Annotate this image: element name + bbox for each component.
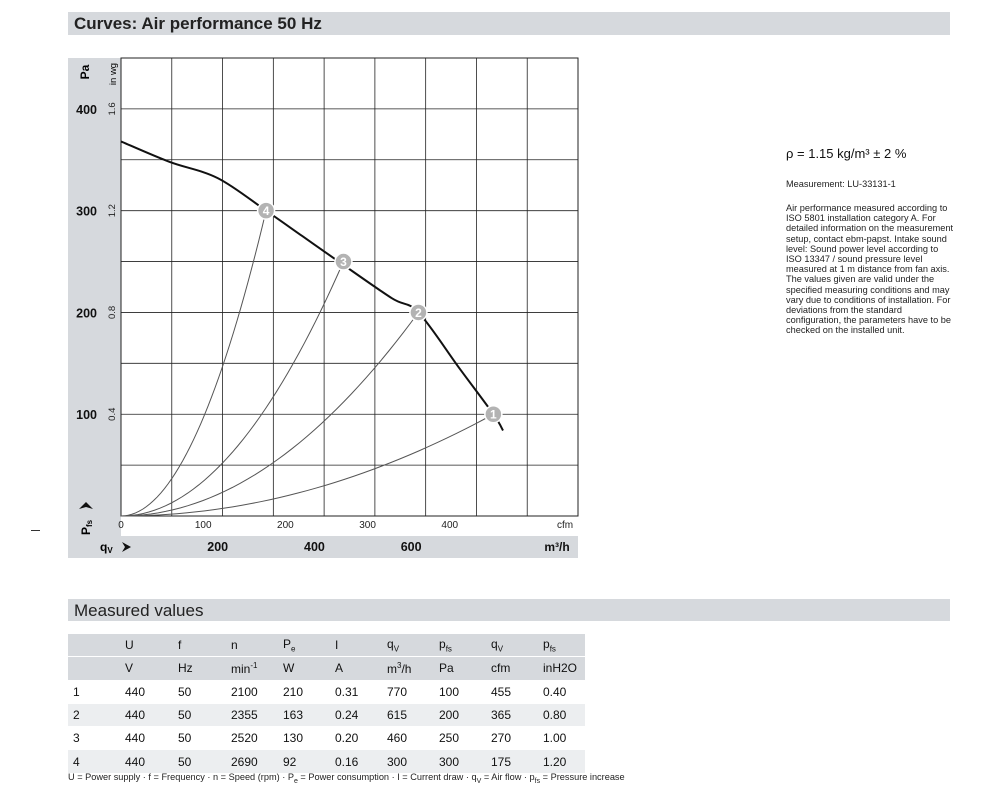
table-cell: 440 xyxy=(120,703,173,726)
table-cell: 440 xyxy=(120,750,173,773)
table-header-cell: $P_e$ xyxy=(278,634,330,657)
table-cell: 770 xyxy=(382,680,434,703)
table-header-cell: $p_{fs}$ xyxy=(434,634,486,657)
table-header-row xyxy=(68,634,585,657)
x-tick-label-cfm: 0 xyxy=(118,520,124,531)
y-tick-label-pa: 400 xyxy=(76,102,97,117)
table-cell: 460 xyxy=(382,727,434,750)
y-axis-panel xyxy=(68,58,121,536)
table-cell: 365 xyxy=(486,703,538,726)
x-tick-label-m3h: 200 xyxy=(207,540,229,554)
table-cell: 2100 xyxy=(226,680,278,703)
table-unit-cell: $m^3/h$ xyxy=(382,657,434,680)
table-header-cell: n xyxy=(226,634,278,657)
table-unit-cell: W xyxy=(278,657,330,680)
table-cell: 440 xyxy=(120,680,173,703)
table-cell: 210 xyxy=(278,680,330,703)
table-cell: 0.20 xyxy=(330,727,382,750)
table-cell: 163 xyxy=(278,703,330,726)
y-tick-label-pa: 100 xyxy=(76,408,97,423)
table-header-cell: $p_{fs}$ xyxy=(538,634,585,657)
table-cell: 2 xyxy=(68,703,120,726)
measurement-conditions-text: Air performance measured according to ISO 5801 installation category A. For detailed information on the measurement setup, contact ebm-papst. Intake sound level: Sound power level according to ISO 13347 / sound pressure level measured at 1 m distance from fan axis. The values given are valid under the specified measuring conditions and may vary due to conditions of installation. For deviations from the standard configuration, the parameters have to be checked on the installed unit. xyxy=(786,203,954,336)
table-cell: 440 xyxy=(120,727,173,750)
table-unit-cell: inH2O xyxy=(538,657,585,680)
table-cell: 0.80 xyxy=(538,703,585,726)
table-unit-cell: A xyxy=(330,657,382,680)
table-cell: 615 xyxy=(382,703,434,726)
table-unit-cell: V xyxy=(120,657,173,680)
measured-values-table xyxy=(68,634,585,774)
table-unit-cell xyxy=(68,657,120,680)
y-tick-label-inwg: 1.6 xyxy=(107,102,118,116)
y-axis-name: Pfs xyxy=(79,519,94,535)
operating-point-label-1: 1 xyxy=(490,407,497,422)
x-tick-label-m3h: 400 xyxy=(304,540,325,554)
table-row xyxy=(68,750,585,773)
y-tick-label-inwg: 0.8 xyxy=(107,305,118,320)
table-cell: 50 xyxy=(173,727,226,750)
table-cell: 0.31 xyxy=(330,680,382,703)
table-cell: 50 xyxy=(173,680,226,703)
table-cell: 50 xyxy=(173,703,226,726)
table-cell: 2355 xyxy=(226,703,278,726)
table-cell: 175 xyxy=(486,750,538,773)
y-tick-label-pa: 200 xyxy=(76,306,97,321)
measurement-id: Measurement: LU-33131-1 xyxy=(786,179,896,189)
table-unit-cell: cfm xyxy=(486,657,538,680)
table-row xyxy=(68,727,585,750)
table-row xyxy=(68,703,585,726)
table-cell: 1.20 xyxy=(538,750,585,773)
x-tick-label-cfm: 300 xyxy=(359,520,376,531)
measured-values-section-header xyxy=(68,599,950,621)
table-cell: 2690 xyxy=(226,750,278,773)
y2-unit-label: in wg xyxy=(108,62,119,86)
measured-values-title: Measured values xyxy=(74,601,204,620)
table-cell: 4 xyxy=(68,750,120,773)
table-cell: 50 xyxy=(173,750,226,773)
table-cell: 0.24 xyxy=(330,703,382,726)
table-cell: 300 xyxy=(434,750,486,773)
y-tick-label-pa: 300 xyxy=(76,204,97,219)
x-unit-label: m³/h xyxy=(544,540,570,554)
x-tick-label-cfm: 400 xyxy=(441,520,459,531)
table-cell: 270 xyxy=(486,727,538,750)
table-cell: 200 xyxy=(434,703,486,726)
table-header-cell: $q_V$ xyxy=(382,634,434,657)
operating-point-label-4: 4 xyxy=(262,204,270,219)
table-cell: 0.40 xyxy=(538,680,585,703)
table-header-cell: U xyxy=(120,634,173,657)
table-units-row xyxy=(68,657,585,680)
table-cell: 3 xyxy=(68,727,120,750)
table-cell: 2520 xyxy=(226,727,278,750)
table-cell: 100 xyxy=(434,680,486,703)
table-cell: 250 xyxy=(434,727,486,750)
table-header-cell xyxy=(68,634,120,657)
table-cell: 455 xyxy=(486,680,538,703)
table-unit-cell: Hz xyxy=(173,657,226,680)
table-header-cell: f xyxy=(173,634,226,657)
table-unit-cell: Pa xyxy=(434,657,486,680)
y-tick-label-inwg: 0.4 xyxy=(107,407,118,421)
table-cell: 1.00 xyxy=(538,727,585,750)
table-cell: 300 xyxy=(382,750,434,773)
margin-dash xyxy=(31,530,40,531)
table-row xyxy=(68,680,585,703)
x-tick-label-m3h: 600 xyxy=(400,540,422,554)
x2-unit-label: cfm xyxy=(556,520,574,531)
operating-point-label-3: 3 xyxy=(340,255,347,270)
y-tick-label-inwg: 1.2 xyxy=(107,204,118,218)
operating-point-label-2: 2 xyxy=(415,305,422,320)
curves-section-title: Curves: Air performance 50 Hz xyxy=(74,14,322,33)
table-unit-cell: $\min^{-1}$ xyxy=(226,657,278,680)
x-tick-label-cfm: 200 xyxy=(277,520,294,531)
table-cell: 92 xyxy=(278,750,330,773)
y-unit-label: Pa xyxy=(78,64,92,80)
table-header-cell: $q_V$ xyxy=(486,634,538,657)
x-axis-name: qV xyxy=(100,540,113,555)
table-legend: U = Power supply · f = Frequency · n = Speed $(rpm) \cdot P_e$ = Power consumption · I = Current draw · $q_V$ = Air flow · $p_{fs}$ = Pressure increase xyxy=(68,772,625,785)
table-cell: 130 xyxy=(278,727,330,750)
table-header-cell: I xyxy=(330,634,382,657)
table-cell: 0.16 xyxy=(330,750,382,773)
air-density-note: ρ = 1.15 kg/m³ ± 2 % xyxy=(786,146,907,161)
table-cell: 1 xyxy=(68,680,120,703)
x-tick-label-cfm: 100 xyxy=(194,520,212,531)
